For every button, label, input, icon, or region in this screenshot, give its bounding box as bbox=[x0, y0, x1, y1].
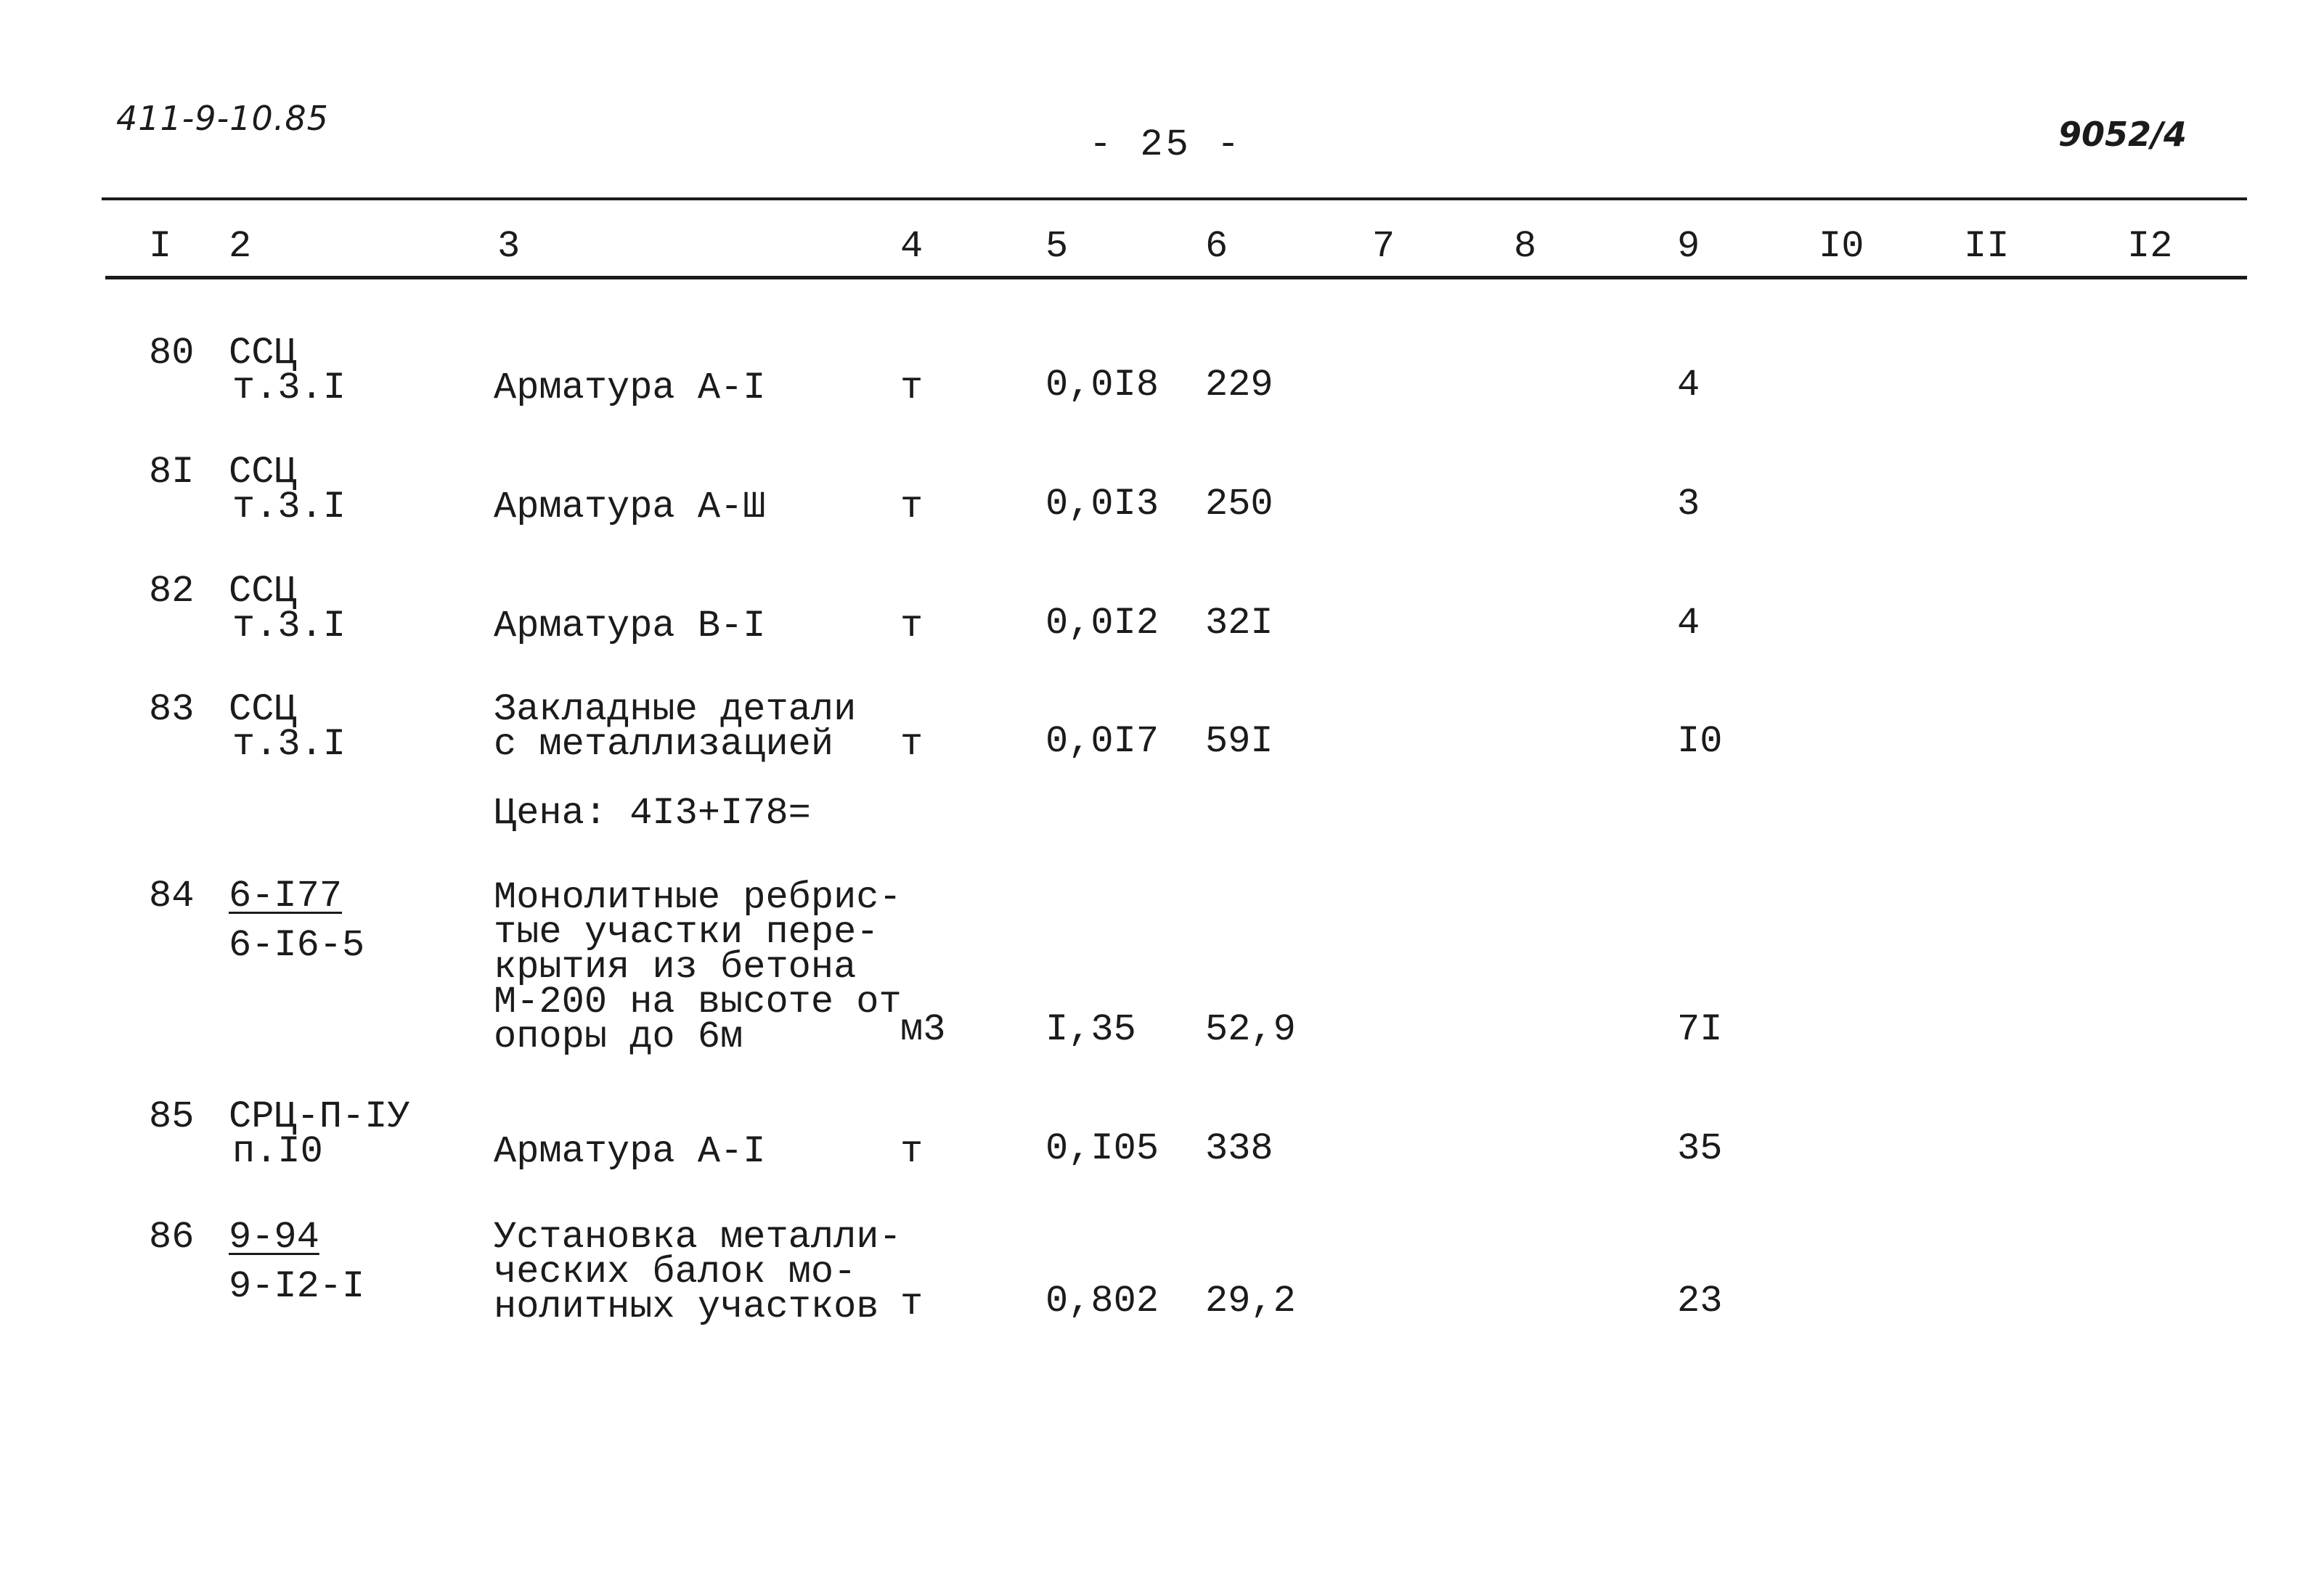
row-description-line: Монолитные ребрис- bbox=[494, 876, 902, 919]
row-number: 8I bbox=[149, 451, 195, 494]
column-number-12: I2 bbox=[2127, 225, 2173, 268]
column-number-9: 9 bbox=[1677, 225, 1700, 268]
column-number-7: 7 bbox=[1372, 225, 1395, 268]
column-number-4: 4 bbox=[900, 225, 924, 268]
row-code-secondary: т.3.I bbox=[232, 723, 346, 766]
row-code-primary: ССЦ bbox=[229, 451, 297, 494]
row-total: 4 bbox=[1677, 602, 1700, 645]
row-number: 80 bbox=[149, 332, 195, 375]
column-number-3: 3 bbox=[497, 225, 521, 268]
row-total: 23 bbox=[1677, 1280, 1723, 1323]
row-number: 82 bbox=[149, 570, 195, 613]
row-description-line: Установка металли- bbox=[494, 1216, 902, 1259]
column-number-8: 8 bbox=[1514, 225, 1537, 268]
row-price: 229 bbox=[1205, 364, 1273, 406]
row-code-secondary: 9-I2-I bbox=[229, 1265, 365, 1308]
row-quantity: 0,0I7 bbox=[1045, 720, 1159, 763]
row-unit: т bbox=[900, 486, 924, 528]
row-code-primary: ССЦ bbox=[229, 688, 297, 731]
row-quantity: 0,802 bbox=[1045, 1280, 1159, 1323]
row-description-line: опоры до 6м bbox=[494, 1015, 743, 1058]
row-quantity: 0,0I2 bbox=[1045, 602, 1159, 645]
document-code: 411-9-10.85 bbox=[116, 99, 329, 138]
row-quantity: 0,0I8 bbox=[1045, 364, 1159, 406]
row-total: 35 bbox=[1677, 1127, 1723, 1170]
row-code-primary: ССЦ bbox=[229, 570, 297, 613]
row-description: Арматура А-I bbox=[494, 1130, 766, 1173]
row-description-line: ческих балок мо- bbox=[494, 1251, 857, 1293]
column-number-1: I bbox=[149, 225, 172, 268]
row-price: 32I bbox=[1205, 602, 1273, 645]
row-unit: т bbox=[900, 367, 924, 409]
row-number: 83 bbox=[149, 688, 195, 731]
row-unit: т bbox=[900, 723, 924, 766]
row-description-line: Закладные детали bbox=[494, 688, 857, 731]
row-number: 85 bbox=[149, 1095, 195, 1138]
row-number: 84 bbox=[149, 875, 195, 917]
row-unit: т bbox=[900, 1283, 924, 1325]
row-description-line: крытия из бетона bbox=[494, 946, 857, 989]
row-unit: м3 bbox=[900, 1008, 946, 1051]
row-quantity: 0,I05 bbox=[1045, 1127, 1159, 1170]
table-header-rule bbox=[105, 276, 2247, 279]
row-quantity: 0,0I3 bbox=[1045, 483, 1159, 526]
row-total: 3 bbox=[1677, 483, 1700, 526]
column-number-2: 2 bbox=[229, 225, 252, 268]
row-unit: т bbox=[900, 1130, 924, 1173]
column-number-6: 6 bbox=[1205, 225, 1228, 268]
row-code-primary: 6-I77 bbox=[229, 875, 343, 917]
row-total: 4 bbox=[1677, 364, 1700, 406]
row-price-note: Цена: 4I3+I78= bbox=[494, 792, 811, 835]
row-quantity: I,35 bbox=[1045, 1008, 1136, 1051]
row-description-line: тые участки пере- bbox=[494, 911, 879, 954]
row-description-line: с металлизацией bbox=[494, 723, 834, 766]
column-number-10: I0 bbox=[1819, 225, 1864, 268]
row-description: Арматура А-I bbox=[494, 367, 766, 409]
row-description-line: М-200 на высоте от bbox=[494, 981, 902, 1023]
row-price: 59I bbox=[1205, 720, 1273, 763]
row-code-primary: СРЦ-П-IУ bbox=[229, 1095, 410, 1138]
table-top-rule bbox=[102, 197, 2247, 200]
row-code-secondary: 6-I6-5 bbox=[229, 924, 365, 967]
sheet-number: 9052/4 bbox=[2058, 115, 2187, 154]
row-code-secondary: т.3.I bbox=[232, 367, 346, 409]
row-price: 338 bbox=[1205, 1127, 1273, 1170]
row-number: 86 bbox=[149, 1216, 195, 1259]
row-price: 29,2 bbox=[1205, 1280, 1296, 1323]
page-number: - 25 - bbox=[1089, 123, 1243, 166]
column-number-5: 5 bbox=[1045, 225, 1069, 268]
column-number-11: II bbox=[1964, 225, 2010, 268]
row-code-secondary: п.I0 bbox=[232, 1130, 323, 1173]
row-price: 52,9 bbox=[1205, 1008, 1296, 1051]
row-code-primary: ССЦ bbox=[229, 332, 297, 375]
row-code-primary: 9-94 bbox=[229, 1216, 319, 1259]
row-description-line: нолитных участков bbox=[494, 1286, 879, 1328]
row-code-secondary: т.3.I bbox=[232, 605, 346, 647]
row-code-secondary: т.3.I bbox=[232, 486, 346, 528]
row-price: 250 bbox=[1205, 483, 1273, 526]
row-description: Арматура В-I bbox=[494, 605, 766, 647]
row-total: I0 bbox=[1677, 720, 1723, 763]
row-description: Арматура А-Ш bbox=[494, 486, 766, 528]
row-unit: т bbox=[900, 605, 924, 647]
row-total: 7I bbox=[1677, 1008, 1723, 1051]
